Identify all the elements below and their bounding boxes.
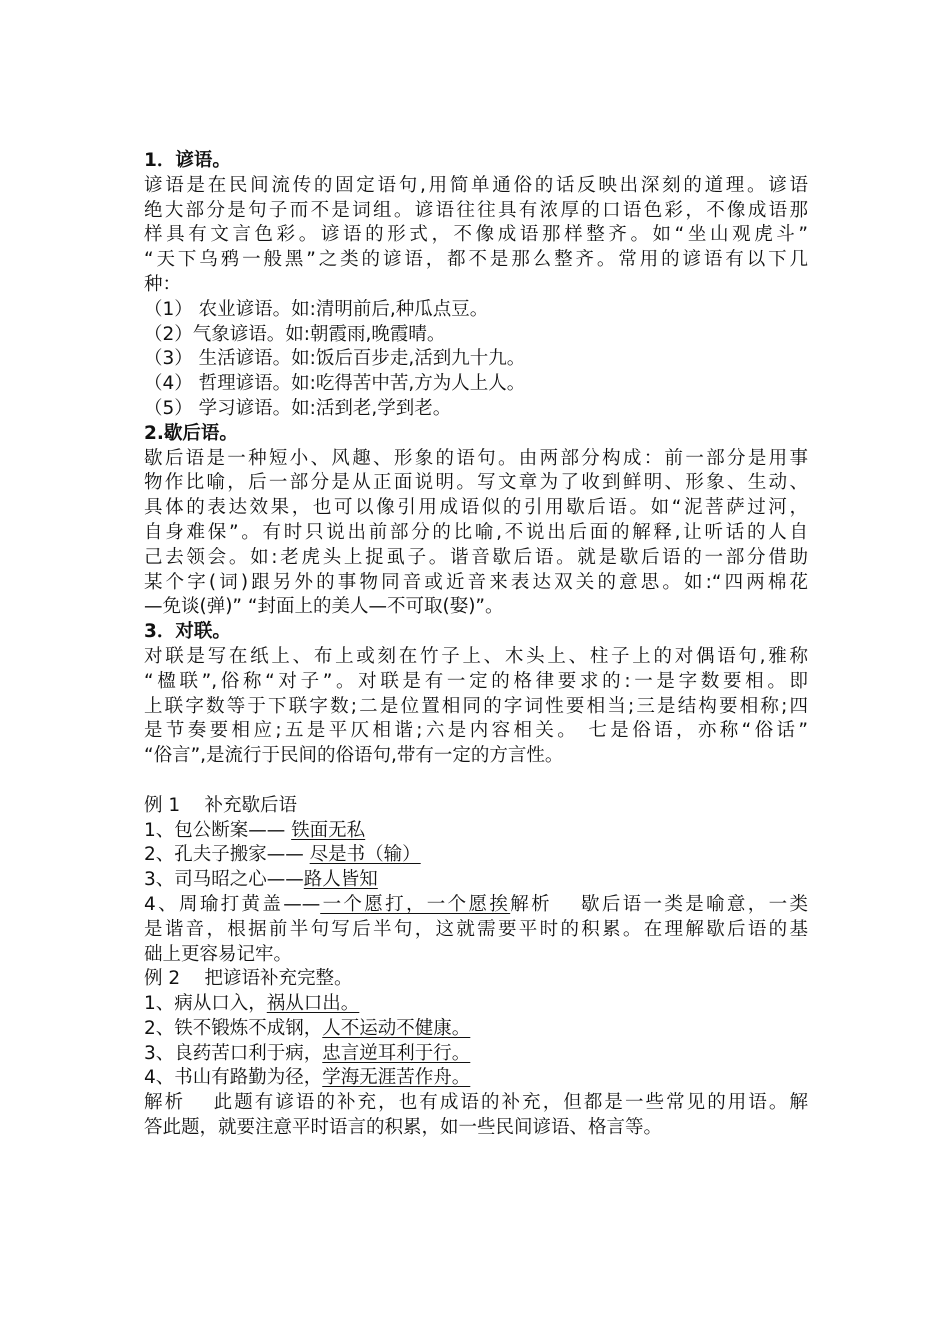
answer-text: 铁面无私 [291,819,366,841]
example-item [144,819,808,844]
paragraph-line: 绝大部分是句子而不是词组。谚语往往具有浓厚的口语色彩，不像成语那 [144,199,808,221]
list-item: （5） 学习谚语。如:活到老,学到老。 [144,397,452,419]
example-item [144,843,808,868]
paragraph-line: 上联字数等于下联字数;二是位置相同的字词性要相当;三是结构要相称;四 [144,695,808,717]
document-page [144,149,808,1141]
blank-line [144,769,808,794]
paragraph-line: 样具有文言色彩。谚语的形式，不像成语那样整齐。如“坐山观虎斗” [144,224,808,246]
paragraph-line: 己去领会。如:老虎头上捉虱子。谐音歇后语。就是歇后语的一部分借助 [144,546,808,568]
section-heading: 2.歇后语。 [144,422,238,444]
paragraph-line: 具体的表达效果，也可以像引用成语似的引用歇后语。如“泥菩萨过河， [144,497,808,519]
answer-text: 祸从口出。 [266,993,360,1015]
example-item [144,1042,808,1067]
item-prefix: 4、周瑜打黄盖—— [144,893,321,915]
item-prefix: 3、司马昭之心—— [144,869,304,891]
item-prefix: 2、孔夫子搬家—— [144,844,304,866]
example-item [144,1017,808,1042]
example-item [144,992,808,1017]
example-title: 例 2 把谚语补充完整。 [144,968,353,990]
paragraph-line: “俗言”,是流行于民间的俗语句,带有一定的方言性。 [144,745,564,767]
list-item: （2）气象谚语。如:朝霞雨,晚霞晴。 [144,323,446,345]
analysis-line: 是谐音，根据前半句写后半句，这就需要平时的积累。在理解歇后语的基 [144,918,808,940]
paragraph-line: 自身难保”。有时只说出前部分的比喻,不说出后面的解释,让听话的人自 [144,521,808,543]
example-item [144,1066,808,1091]
analysis-line: 础上更容易记牢。 [144,943,293,965]
paragraph-line: 物作比喻，后一部分是从正面说明。写文章为了收到鲜明、形象、生动、 [144,472,808,494]
paragraph-line: 对联是写在纸上、布上或刻在竹子上、木头上、柱子上的对偶语句,雅称 [144,645,808,667]
paragraph-line: —免谈(弹)” “封面上的美人—不可取(娶)”。 [144,596,504,618]
item-prefix: 4、书山有路勤为径， [144,1067,323,1089]
example-item [144,893,808,918]
answer-text: 忠言逆耳利于行。 [322,1042,471,1064]
paragraph-line: 谚语是在民间流传的固定语句,用简单通俗的话反映出深刻的道理。谚语 [144,174,808,196]
analysis-line: 解析 此题有谚语的补充，也有成语的补充，但都是一些常见的用语。解 [144,1092,808,1114]
list-item: （3） 生活谚语。如:饭后百步走,活到九十九。 [144,348,526,370]
section-heading: 1．谚语。 [144,150,231,171]
paragraph-line: “楹联”,俗称“对子”。对联是有一定的格律要求的:一是字数要相。即 [144,670,808,692]
analysis-text: 解析 歇后语一类是喻意，一类 [510,893,808,915]
paragraph-line: 某个字(词)跟另外的事物同音或近音来表达双关的意思。如:“四两棉花 [144,571,808,593]
item-prefix: 3、良药苦口利于病， [144,1042,323,1064]
example-item [144,868,808,893]
list-item: （1） 农业谚语。如:清明前后,种瓜点豆。 [144,298,489,320]
item-prefix: 1、病从口入， [144,993,267,1015]
example-title: 例 1 补充歇后语 [144,794,298,816]
answer-text: 一个愿打，一个愿挨 [320,893,511,915]
section-heading: 3．对联。 [144,621,231,643]
answer-text: 学海无涯苦作舟。 [322,1067,471,1089]
paragraph-line: “天下乌鸦一般黑”之类的谚语，都不是那么整齐。常用的谚语有以下几 [144,249,808,271]
answer-text: 尽是书（输） [309,844,421,866]
paragraph-line: 种： [144,273,182,295]
answer-text: 人不运动不健康。 [322,1017,471,1039]
answer-text: 路人皆知 [303,869,378,891]
analysis-line: 答此题，就要注意平时语言的积累，如一些民间谚语、格言等。 [144,1117,663,1139]
paragraph-line: 是节奏要相应;五是平仄相谐;六是内容相关。 七是俗语，亦称“俗话” [144,720,808,742]
paragraph-line: 歇后语是一种短小、风趣、形象的语句。由两部分构成：前一部分是用事 [144,447,808,469]
list-item: （4） 哲理谚语。如:吃得苦中苦,方为人上人。 [144,373,526,395]
item-prefix: 2、铁不锻炼不成钢， [144,1017,323,1039]
item-prefix: 1、包公断案—— [144,819,286,841]
